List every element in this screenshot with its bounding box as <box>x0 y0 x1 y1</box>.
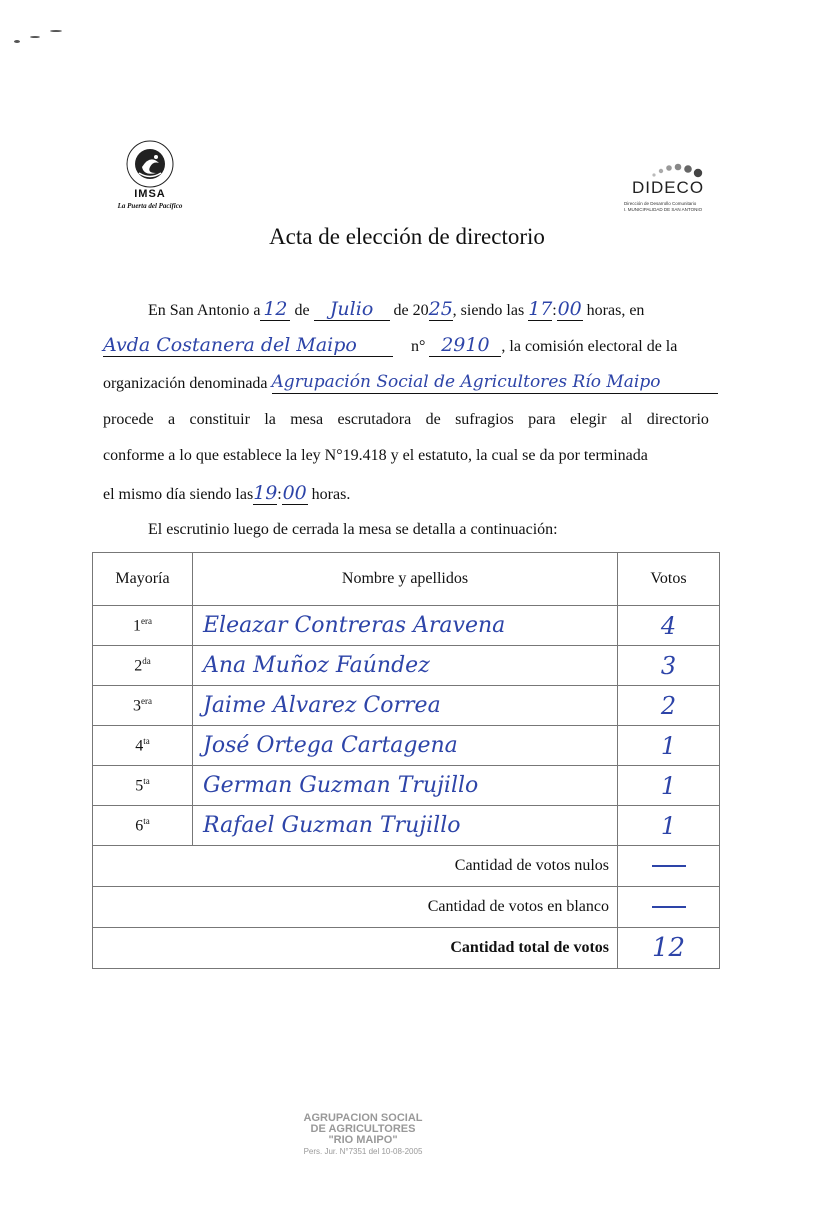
total-votes-label <box>93 928 618 969</box>
scan-speck <box>14 40 20 43</box>
null-votes-label: Cantidad de votos nulos <box>93 846 618 887</box>
rank-cell <box>93 646 193 686</box>
stamp-line: AGRUPACION SOCIAL <box>303 1112 423 1124</box>
street-field <box>103 334 393 357</box>
paragraph-line-2 <box>103 334 677 357</box>
candidate-name: Rafael Guzman Trujillo <box>203 813 461 838</box>
table-header-row <box>93 553 720 606</box>
text-fragment: horas. <box>311 486 351 503</box>
text-fragment: de <box>294 302 310 319</box>
votes-value: 1 <box>660 811 677 840</box>
dideco-name: DIDECO <box>631 178 705 197</box>
start-hour-value: 17 <box>528 298 553 320</box>
imsa-emblem-icon <box>126 140 174 188</box>
end-hour-field <box>253 482 277 505</box>
end-minute-value: 00 <box>282 482 307 504</box>
text-fragment: n° <box>411 338 426 355</box>
rank-number: 2 <box>134 657 143 675</box>
stamp-line: "RIO MAIPO" <box>328 1134 398 1146</box>
candidate-name: Jaime Alvarez Correa <box>203 693 441 718</box>
stamp-line: DE AGRICULTORES <box>310 1123 416 1135</box>
votes-value: 3 <box>660 651 677 680</box>
document-title: Acta de elección de directorio <box>269 224 545 249</box>
candidate-name: Eleazar Contreras Aravena <box>203 613 506 638</box>
null-votes-value <box>618 846 720 887</box>
votes-cell <box>618 806 720 846</box>
street-number-value: 2910 <box>441 334 490 356</box>
total-votes-row <box>93 928 720 969</box>
rank-cell <box>93 606 193 646</box>
text-fragment: , siendo las <box>452 302 525 319</box>
text-fragment: de 20 <box>393 302 429 319</box>
total-votes-label-text: Cantidad total de votos <box>450 939 609 956</box>
imsa-name: IMSA <box>134 188 166 200</box>
votes-value: 2 <box>660 691 677 720</box>
votes-value: 4 <box>660 611 677 640</box>
paragraph-line-1 <box>148 298 644 321</box>
year-field <box>429 298 453 321</box>
candidate-name: Ana Muñoz Faúndez <box>203 653 430 678</box>
votes-value: 1 <box>660 731 677 760</box>
name-cell <box>193 686 618 726</box>
colon: : <box>552 302 557 319</box>
organization-name-field <box>272 371 718 394</box>
paragraph-line-5: conforme a lo que establece la ley N°19.418 y el estatuto, la cual se da por terminada <box>103 447 648 464</box>
name-cell <box>193 606 618 646</box>
rank-number: 1 <box>133 617 141 635</box>
street-value: Avda Costanera del Maipo <box>103 334 357 356</box>
total-votes-cell <box>618 928 720 969</box>
table-row <box>93 646 720 686</box>
dideco-dots-icon <box>650 160 704 180</box>
name-cell <box>193 766 618 806</box>
year-value: 25 <box>428 298 453 320</box>
votes-cell <box>618 646 720 686</box>
end-minute-field <box>282 482 308 505</box>
stamp-line: Pers. Jur. N°7351 del 10-08-2005 <box>303 1147 423 1156</box>
results-table <box>92 552 720 969</box>
candidate-name: German Guzman Trujillo <box>203 773 479 798</box>
null-votes-row <box>93 846 720 887</box>
scan-speck <box>50 30 62 32</box>
imsa-logo <box>100 140 196 220</box>
votes-cell <box>618 606 720 646</box>
dash-mark <box>652 865 686 867</box>
header-votes: Votos <box>618 553 720 606</box>
blank-votes-value <box>618 887 720 928</box>
dideco-subtitle: Dirección de Desarrollo Comunitario <box>624 201 697 206</box>
rank-suffix: era <box>141 615 152 626</box>
text-fragment: En San Antonio a <box>148 302 261 319</box>
header-rank: Mayoría <box>93 553 193 606</box>
imsa-tagline: La Puerta del Pacífico <box>117 202 183 210</box>
table-row <box>93 806 720 846</box>
text-fragment: horas, en <box>586 302 645 319</box>
rank-suffix: ta <box>143 735 150 746</box>
colon: : <box>277 486 282 503</box>
candidate-name: José Ortega Cartagena <box>203 733 458 758</box>
paragraph-line-4: procede a constituir la mesa escrutadora de sufragios para elegir al directorio <box>103 411 709 428</box>
table-row <box>93 726 720 766</box>
end-hour-value: 19 <box>253 482 278 504</box>
dash-mark <box>652 906 686 908</box>
text-fragment: , la comisión electoral de la <box>501 338 678 355</box>
rank-number: 4 <box>135 737 144 755</box>
organization-name-value: Agrupación Social de Agricultores Río Maipo <box>271 372 661 392</box>
rank-cell <box>93 766 193 806</box>
scan-speck <box>30 36 40 38</box>
table-row <box>93 606 720 646</box>
name-cell <box>193 646 618 686</box>
name-cell <box>193 806 618 846</box>
rank-suffix: da <box>142 655 151 666</box>
rank-suffix: ta <box>143 775 150 786</box>
table-row <box>93 686 720 726</box>
paragraph-line-3 <box>103 371 718 394</box>
paragraph-line-7: El escrutinio luego de cerrada la mesa se detalla a continuación: <box>148 521 558 538</box>
total-votes-value: 12 <box>651 933 686 963</box>
rank-cell <box>93 806 193 846</box>
votes-cell <box>618 766 720 806</box>
votes-value: 1 <box>660 771 677 800</box>
rank-cell <box>93 726 193 766</box>
start-minute-value: 00 <box>557 298 582 320</box>
votes-cell <box>618 726 720 766</box>
header-name: Nombre y apellidos <box>193 553 618 606</box>
rank-suffix: ta <box>143 815 150 826</box>
name-cell <box>193 726 618 766</box>
day-field <box>260 298 290 321</box>
blank-votes-row <box>93 887 720 928</box>
table-row <box>93 766 720 806</box>
paragraph-line-6 <box>103 482 350 505</box>
rank-number: 5 <box>135 777 144 795</box>
street-number-field <box>429 334 501 357</box>
rank-suffix: era <box>141 695 152 706</box>
start-minute-field <box>557 298 583 321</box>
organization-stamp <box>258 1113 468 1157</box>
dideco-subtitle-municipality: I. MUNICIPALIDAD DE SAN ANTONIO <box>624 207 703 212</box>
start-hour-field <box>528 298 552 321</box>
text-fragment: el mismo día siendo las <box>103 486 254 503</box>
text-fragment: organización denominada <box>103 375 268 392</box>
month-value: Julio <box>329 298 374 320</box>
month-field <box>314 298 390 321</box>
day-value: 12 <box>263 298 288 320</box>
rank-number: 6 <box>135 817 144 835</box>
dideco-logo <box>618 160 718 222</box>
blank-votes-label: Cantidad de votos en blanco <box>93 887 618 928</box>
rank-cell <box>93 686 193 726</box>
votes-cell <box>618 686 720 726</box>
rank-number: 3 <box>133 697 141 715</box>
